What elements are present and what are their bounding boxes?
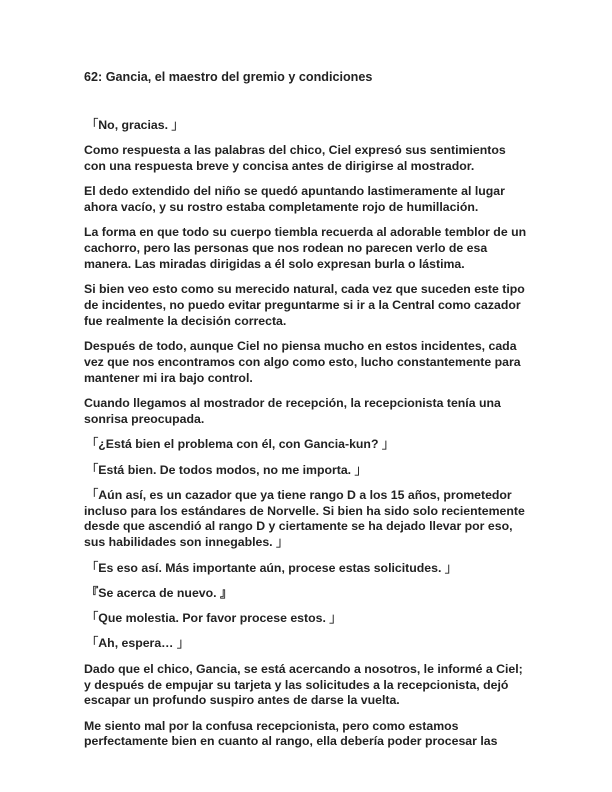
dialogue-paragraph: 「No, gracias. 」 (86, 118, 184, 132)
narration-paragraph: Después de todo, aunque Ciel no piensa mucho en estos incidentes, cada vez que nos encontramos con algo como esto, lucho constantemente para mantener mi ira bajo control. (84, 339, 521, 385)
narration-paragraph: El dedo extendido del niño se quedó apuntando lastimeramente al lugar ahora vacío, y su rostro estaba completamente rojo de humillación. (84, 184, 505, 215)
dialogue-paragraph: 「Está bien. De todos modos, no me importa. 」 (86, 462, 367, 477)
document-body (84, 118, 530, 760)
narration-paragraph: Como respuesta a las palabras del chico, Ciel expresó sus sentimientos con una respuesta breve y concisa antes de dirigirse al mostrador. (84, 143, 506, 174)
dialogue-paragraph: 「¿Está bien el problema con él, con Gancia-kun? 」 (86, 437, 395, 452)
narration-paragraph: La forma en que todo su cuerpo tiembla recuerda al adorable temblor de un cachorro, pero las personas que nos rodean no parecen verlo de esa manera. Las miradas dirigidas a él solo expresan burla o lástima. (84, 225, 527, 272)
narration-paragraph: Dado que el chico, Gancia, se está acercando a nosotros, le informé a Ciel; y después de empujar su tarjeta y las solicitudes a la recepcionista, dejó escapar un profundo suspiro antes de darse la vuelta. (84, 661, 523, 708)
chapter-title: 62: Gancia, el maestro del gremio y condiciones (84, 70, 373, 84)
dialogue-paragraph: 「Aún así, es un cazador que ya tiene rango D a los 15 años, prometedor incluso para los estándares de Norvelle. Si bien ha sido solo recientemente desde que ascendió al rango D y ciertamente se ha dejado llevar por eso, sus habilidades son innegables. 」 (84, 487, 525, 550)
dialogue-paragraph: 「Ah, espera… 」 (86, 636, 190, 651)
narration-paragraph: Me siento mal por la confusa recepcionista, pero como estamos perfectamente bien en cuanto al rango, ella debería poder procesar las (84, 718, 498, 749)
narration-paragraph: Cuando llegamos al mostrador de recepción, la recepcionista tenía una sonrisa preocupada. (84, 396, 501, 426)
dialogue-paragraph: 「Que molestia. Por favor procese estos. 」 (86, 611, 342, 626)
dialogue-paragraph: 『Se acerca de nuevo. 』 (86, 585, 233, 600)
narration-paragraph: Si bien veo esto como su merecido natural, cada vez que suceden este tipo de incidentes, no puedo evitar preguntarme si ir a la Central como cazador fue realmente la decisión correcta. (84, 282, 525, 328)
dialogue-paragraph: 「Es eso así. Más importante aún, procese estas solicitudes. 」 (86, 560, 458, 575)
